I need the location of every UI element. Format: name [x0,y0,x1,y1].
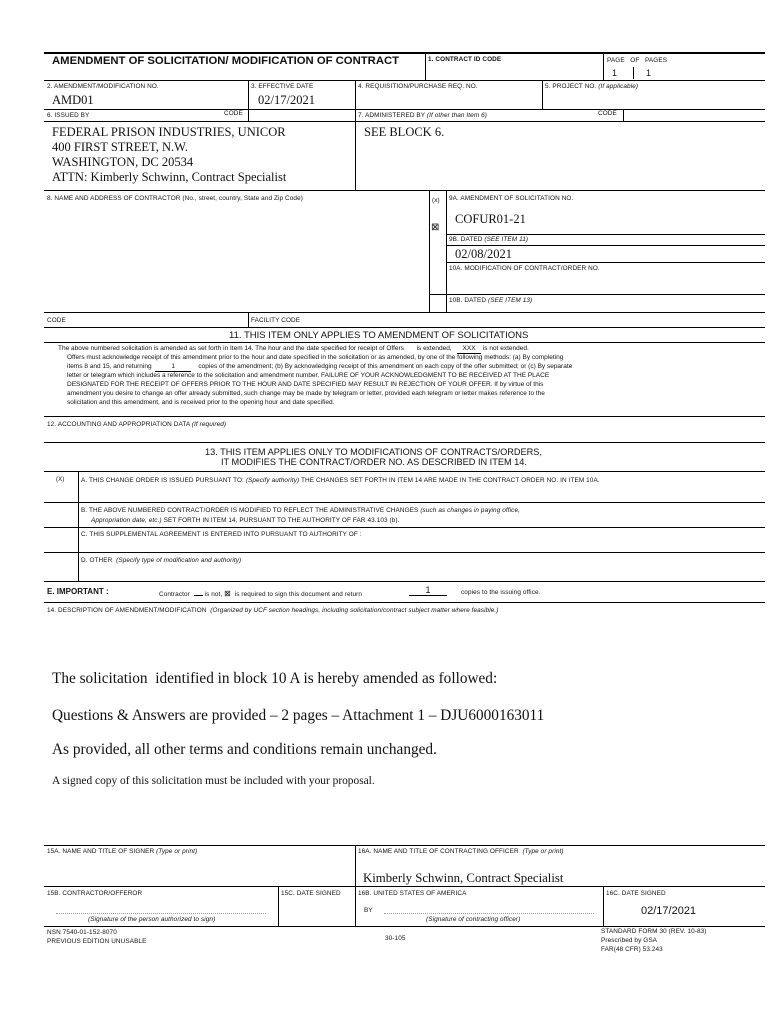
rule-v-16c [603,886,604,926]
rule-v-b3 [248,80,249,109]
by-label: BY [364,907,373,914]
rule-v-b7code [623,109,624,121]
block13-a [81,477,600,484]
rule-form-bottom [44,926,765,927]
block10a-label: 10A. MODIFICATION OF CONTRACT/ORDER NO. [449,265,600,272]
solicitation-date: 02/08/2021 [455,247,512,261]
block7-label-text: 7. ADMINISTERED BY [358,112,426,119]
officer-date-signed: 02/17/2021 [641,905,697,917]
block15b-sig-caption [88,916,215,923]
block8-code-label: CODE [47,317,66,324]
block11-line3-a: items 8 and 15, and returning [67,363,152,370]
block13-d [81,557,241,564]
rule-v-b6code [248,109,249,121]
description-line-4: A signed copy of this solicitation must be included with your proposal. [52,775,375,787]
rule-b15-top [44,845,765,846]
rule-v-b4 [355,80,356,121]
block7-code-label: CODE [598,110,617,117]
rule-9b-mid [446,245,765,246]
block15c-label: 15C. DATE SIGNED [281,890,341,897]
solicitation-number: COFUR01-21 [455,212,526,226]
form-top-border [44,52,765,54]
block13-d-prefix: D. OTHER [81,557,113,564]
block10b-label-text: 10B. DATED [449,297,487,304]
block13-b-italic2: Appropriation date, etc.) [91,517,162,524]
block11-copies: 1 [155,363,191,372]
issuer-line-2: 400 FIRST STREET, N.W. [52,140,188,154]
block7-label [358,112,487,119]
block16b-label: 16B. UNITED STATES OF AMERICA [358,890,467,897]
contracting-officer-name: Kimberly Schwinn, Contract Specialist [363,871,564,885]
administered-by-value: SEE BLOCK 6. [364,125,445,139]
important-is-not: is not, [204,591,223,598]
rule-b15b-top [44,886,765,887]
issuer-line-3: WASHINGTON, DC 20534 [52,155,194,169]
rule-b11-bottom [44,342,765,343]
block11-line6: amendment you desire to change an offer already submitted, such change may be made by telegram or letter, provided each telegram or letter makes reference to the [67,390,545,397]
important-required: is required to sign this document and return [234,591,363,598]
block10b-label [449,297,532,304]
block13-a-suffix: THE CHANGES SET FORTH IN ITEM 14 ARE MADE IN THE CONTRACT ORDER NO. IN ITEM 10A. [300,477,600,484]
description-line-1: The solicitation identified in block 10 A is hereby amended as followed: [52,670,498,687]
block14-label-text: 14. DESCRIPTION OF AMENDMENT/MODIFICATION [47,607,207,614]
rule-b13a-top [44,471,765,472]
block16a-qualifier: (Type or print) [522,848,564,855]
important-checkbox-icon: ⊠ [224,589,231,598]
block9b-label [449,236,528,243]
block13-b-suffix: SET FORTH IN ITEM 14, PURSUANT TO THE AUTHORITY OF FAR 43.103 (b). [163,517,400,524]
issuer-line-4: ATTN: Kimberly Schwinn, Contract Specialist [52,170,287,184]
block5-qualifier: (If applicable) [598,83,639,90]
block1-label: 1. CONTRACT ID CODE [428,56,502,63]
footer-previous-edition: PREVIOUS EDITION UNUSABLE [47,938,147,945]
footer-nsn: NSN 7540-01-152-8070 [47,929,117,936]
block14-qualifier: (Organized by UCF section headings, including solicitation/contract subject matter where feasible.) [210,607,499,614]
block11-line5: DESIGNATED FOR THE RECEIPT OF OFFERS PRIOR TO THE HOUR AND DATE SPECIFIED MAY RESULT IN REJECTION OF YOUR OFFER. If by virtue of this [67,381,544,388]
block9b-qualifier: (SEE ITEM 11) [484,236,529,243]
block15b-sig-text: (Signature of the person authorized to sign) [88,916,216,923]
important-blank [194,595,203,596]
block12-label [47,421,226,428]
block13-b-line2 [91,517,400,524]
block2-label: 2. AMENDMENT/MODIFICATION NO. [47,83,159,90]
officer-signature-line [384,913,594,914]
block15b-label: 15B. CONTRACTOR/OFFEROR [47,890,143,897]
block6-code-label: CODE [224,110,243,117]
rule-b13-top [44,442,765,443]
page-total: 1 [646,68,652,78]
block15a-label [47,848,197,855]
block9b-label-text: 9B. DATED [449,236,483,243]
rule-row2-bottom [44,109,765,110]
block8-label: 8. NAME AND ADDRESS OF CONTRACTOR (No., street, country, State and Zip Code) [47,195,303,202]
block16b-sig-text: (Signature of contracting officer) [426,916,521,923]
block3-label: 3. EFFECTIVE DATE [251,83,314,90]
rule-v-13x [78,471,79,581]
rule-b13b-top [44,502,765,503]
block13-b-prefix: B. THE ABOVE NUMBERED CONTRACT/ORDER IS MODIFIED TO REFLECT THE ADMINISTRATIVE CHANGES [81,507,419,514]
block16a-label-text: 16A. NAME AND TITLE OF CONTRACTING OFFICER [358,848,519,855]
rule-v-page [603,52,604,80]
block11-line1-c: is not extended. [482,345,529,352]
rule-v-block1 [425,52,426,80]
block13-c: C. THIS SUPPLEMENTAL AGREEMENT IS ENTERED INTO PURSUANT TO AUTHORITY OF : [81,531,362,538]
block13-b-italic1: (such as changes in paying office, [420,507,520,514]
rule-row6-bottom [44,121,765,122]
important-contractor: Contractor [159,591,190,598]
block16a-label [358,848,564,855]
block15a-label-text: 15A. NAME AND TITLE OF SIGNER [47,848,155,855]
rule-v-b7col [355,121,356,190]
block5-label-text: 5. PROJECT NO. [545,83,597,90]
rule-10a-bottom [429,294,765,295]
block13-heading-2: IT MODIFIES THE CONTRACT/ORDER NO. AS DESCRIBED IN ITEM 14. [221,457,527,467]
rule-v-facility [248,312,249,327]
amendment-number: AMD01 [52,93,94,107]
footer-form-number: 30-105 [385,935,406,942]
rule-v-15c [278,886,279,926]
effective-date: 02/17/2021 [258,93,315,107]
facility-code-label: FACILITY CODE [251,317,301,324]
form-title: AMENDMENT OF SOLICITATION/ MODIFICATION OF CONTRACT [52,55,400,67]
block16b-sig-caption [426,916,520,923]
rule-b13-bottom [44,581,765,582]
block16c-label: 16C. DATE SIGNED [606,890,666,897]
footer-far: FAR(48 CFR) 53.243 [601,946,663,953]
block11-xxx: XXX [457,345,481,354]
rule-9b-bottom [446,262,765,263]
important-copies-text: copies to the issuing office. [461,589,541,596]
description-line-2: Questions & Answers are provided – 2 pages – Attachment 1 – DJU6000163011 [52,707,545,724]
block13-d-italic: (Specify type of modification and authority) [116,557,242,564]
block11-line3-b: copies of the amendment; (b) By acknowledging receipt of this amendment on each copy of the offer submitted; or (c) By separate [198,363,573,370]
block13-b-line1 [81,507,520,514]
rule-code-top [44,312,765,313]
block14-label [47,607,499,614]
rule-important-bottom [44,602,765,603]
block12-qualifier: (If required) [191,421,227,428]
page-divider [633,67,634,79]
page-label: PAGE OF PAGES [607,57,668,64]
block11-line1 [58,345,529,354]
page-number: 1 [612,68,618,78]
block9a-label: 9A. AMENDMENT OF SOLICITATION NO. [449,195,574,202]
rule-v-b5 [542,80,543,109]
issuer-line-1: FEDERAL PRISON INDUSTRIES, UNICOR [52,125,286,139]
contractor-signature-line [56,913,266,914]
block10b-qualifier: (SEE ITEM 13) [488,297,533,304]
block13-heading-1: 13. THIS ITEM APPLIES ONLY TO MODIFICATIONS OF CONTRACTS/ORDERS, [205,447,542,457]
footer-standard-form: STANDARD FORM 30 (REV. 10-83) [601,928,707,935]
rule-9a-bottom [446,234,765,235]
block11-line1-a: The above numbered solicitation is amended as set forth in Item 14. The hour and the date specified for receipt of Offers [58,345,404,352]
rule-row1-bottom [44,80,765,81]
rule-b13d-top [44,552,765,553]
block11-line4: letter or telegram which includes a reference to the solicitation and amendment number. FAILURE OF YOUR ACKNOWLEDGMENT TO BE RECEIVED AT THE PLACE [67,372,550,379]
block13-x-label: (X) [56,477,65,483]
block5-label [545,83,638,90]
checkbox-checked-icon: ⊠ [431,222,440,233]
description-line-3: As provided, all other terms and conditions remain unchanged. [52,741,437,758]
block11-heading: 11. THIS ITEM ONLY APPLIES TO AMENDMENT OF SOLICITATIONS [229,330,529,341]
block11-line3 [67,363,572,372]
block13-a-italic: (Specify authority) [245,477,300,484]
rule-code-bottom [44,327,765,328]
block15a-qualifier: (Type or print) [156,848,198,855]
rule-b13c-top [44,527,765,528]
x-column-label: (x) [432,197,440,204]
block6-label: 6. ISSUED BY [47,112,90,119]
block4-label: 4. REQUISITION/PURCHASE REQ. NO. [358,83,478,90]
block13-a-prefix: A. THIS CHANGE ORDER IS ISSUED PURSUANT TO: [81,477,244,484]
block7-qualifier: (If other than Item 6) [426,112,488,119]
important-text [159,589,362,598]
important-label: E. IMPORTANT : [47,587,109,596]
block11-line1-b: is extended, [416,345,452,352]
block12-label-text: 12. ACCOUNTING AND APPROPRIATION DATA [47,421,190,428]
rule-b12-top [44,416,765,417]
important-copies: 1 [409,585,447,596]
rule-row7-bottom [44,190,765,191]
footer-prescribed: Prescribed by GSA [601,937,658,944]
block11-line7: solicitation and this amendment, and is received prior to the opening hour and date specified. [67,399,335,406]
block11-line2: Offers must acknowledge receipt of this amendment prior to the hour and date specified in the solicitation or as amended, by one of the following methods: (a) By completing [67,354,564,361]
